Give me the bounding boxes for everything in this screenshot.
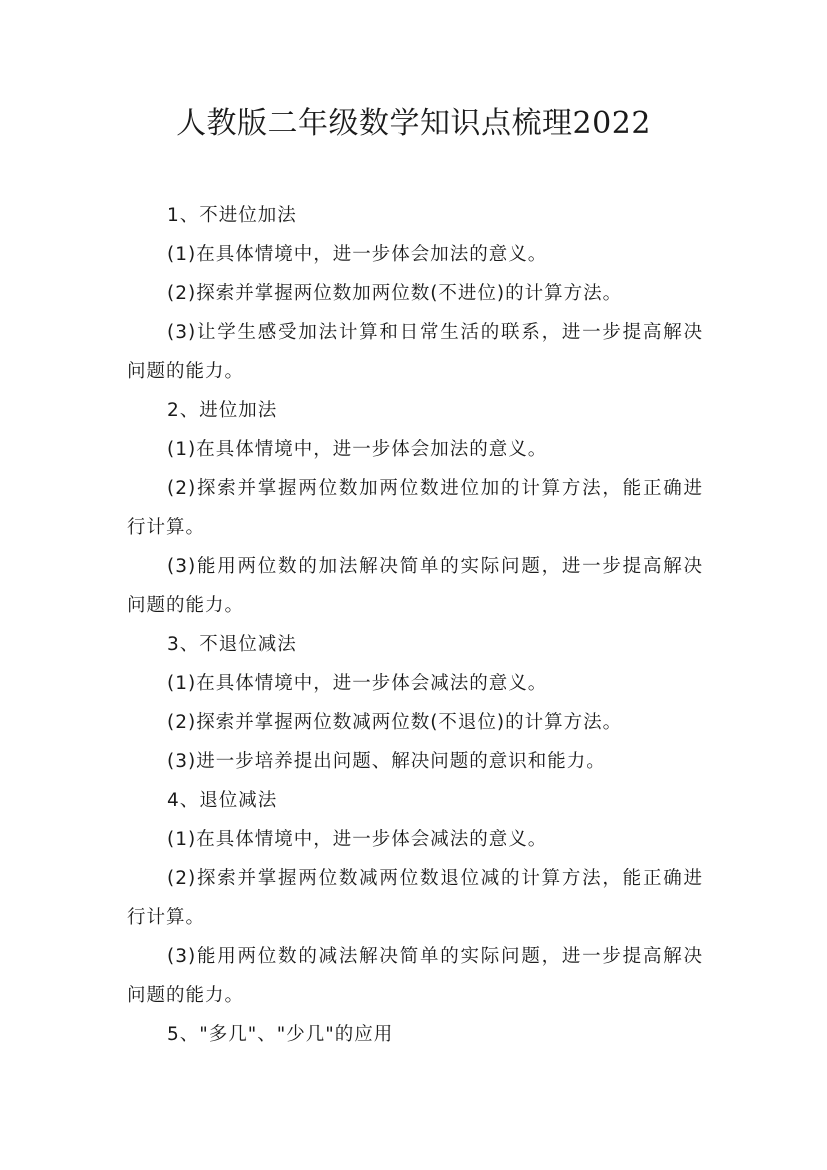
list-item: (1)在具体情境中，进一步体会减法的意义。 <box>167 673 548 694</box>
list-item: (2)探索并掌握两位数减两位数退位减的计算方法，能正确进行计算。 <box>127 868 703 928</box>
section-heading-4: 4、退位减法 <box>167 790 278 811</box>
section-heading-3: 3、不退位减法 <box>167 634 297 655</box>
list-item: (2)探索并掌握两位数减两位数(不退位)的计算方法。 <box>167 712 623 733</box>
list-item: (3)能用两位数的加法解决简单的实际问题，进一步提高解决问题的能力。 <box>127 556 703 616</box>
section-heading-1: 1、不进位加法 <box>167 205 297 226</box>
section-heading-5: 5、"多几"、"少几"的应用 <box>167 1024 394 1045</box>
list-item: (1)在具体情境中，进一步体会加法的意义。 <box>167 439 548 460</box>
list-item: (3)能用两位数的减法解决简单的实际问题，进一步提高解决问题的能力。 <box>127 946 703 1006</box>
list-item: (3)进一步培养提出问题、解决问题的意识和能力。 <box>167 751 606 772</box>
page-title: 人教版二年级数学知识点梳理2022 <box>176 106 651 141</box>
section-heading-2: 2、进位加法 <box>167 400 278 421</box>
list-item: (1)在具体情境中，进一步体会加法的意义。 <box>167 244 548 265</box>
list-item: (1)在具体情境中，进一步体会减法的意义。 <box>167 829 548 850</box>
list-item: (2)探索并掌握两位数加两位数进位加的计算方法，能正确进行计算。 <box>127 478 703 538</box>
list-item: (2)探索并掌握两位数加两位数(不进位)的计算方法。 <box>167 283 623 304</box>
list-item: (3)让学生感受加法计算和日常生活的联系，进一步提高解决问题的能力。 <box>127 322 703 382</box>
document-body <box>127 196 703 1054</box>
